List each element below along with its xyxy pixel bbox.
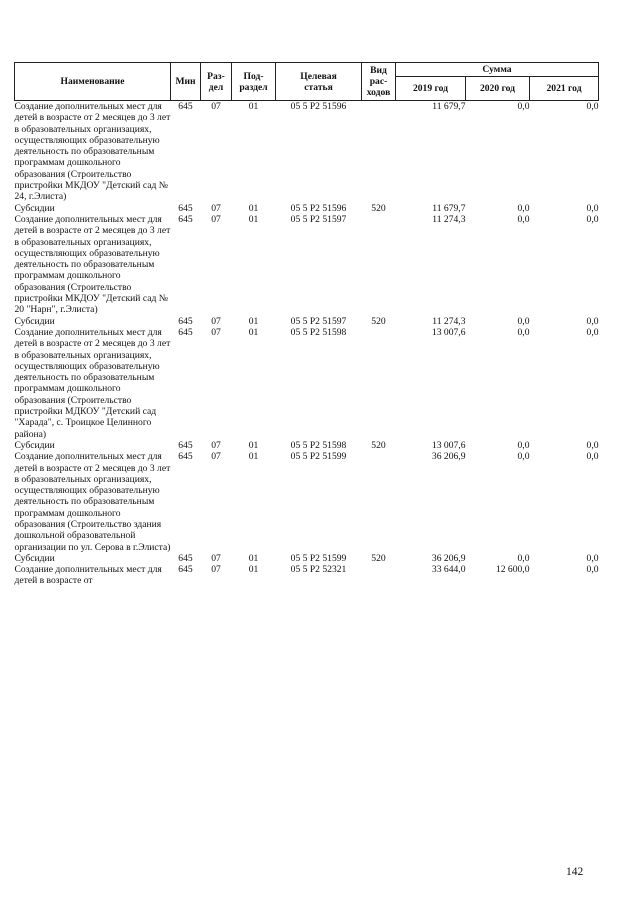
row-2020: 0,0 [517, 552, 530, 564]
row-cel: 05 5 Р2 51598 [290, 326, 347, 338]
table-row [15, 327, 599, 440]
row-name: Создание дополнительных мест для детей в возрасте от [14, 564, 162, 587]
row-2021: 0,0 [586, 564, 599, 576]
row-2020: 0,0 [517, 213, 530, 225]
row-2020: 0,0 [517, 202, 530, 214]
row-podrazdel: 01 [248, 451, 259, 463]
row-2019: 13 007,6 [431, 439, 466, 451]
row-2021: 0,0 [586, 202, 599, 214]
row-cel: 05 5 Р2 51599 [290, 552, 347, 564]
row-podrazdel: 01 [248, 564, 259, 576]
row-min: 645 [178, 439, 193, 451]
row-2021: 0,0 [586, 101, 599, 112]
row-cel: 05 5 Р2 52321 [290, 564, 347, 576]
row-cel: 05 5 Р2 51599 [290, 451, 347, 463]
table-row [15, 553, 599, 564]
row-min: 645 [178, 213, 193, 225]
row-name: Создание дополнительных мест для детей в возрасте от 2 месяцев до 3 лет в образовательных организациях, осуществляющих образовательную деятельность по образовательным программам дошкольного образования (Строительство пристройки МДКОУ "Детский сад "Харада", с. Троицкое Целинного района) [14, 326, 171, 440]
row-min: 645 [178, 564, 193, 576]
header-summa: Сумма [396, 63, 599, 77]
row-2020: 0,0 [517, 439, 530, 451]
row-2021: 0,0 [586, 451, 599, 463]
row-podrazdel: 01 [248, 101, 259, 112]
row-podrazdel: 01 [248, 315, 259, 327]
row-name: Создание дополнительных мест для детей в возрасте от 2 месяцев до 3 лет в образовательных организациях, осуществляющих образовательную деятельность по образовательным программам дошкольного образования (Строительство пристройки МКДОУ "Детский сад № 24, г.Элиста) [14, 101, 171, 203]
row-2019: 36 206,9 [431, 451, 466, 463]
row-min: 645 [178, 101, 193, 112]
table-row [15, 564, 599, 587]
row-2021: 0,0 [586, 326, 599, 338]
row-podrazdel: 01 [248, 439, 259, 451]
row-razdel: 07 [211, 451, 221, 463]
header-vid: Вид рас- ходов [362, 63, 396, 101]
row-podrazdel: 01 [248, 213, 259, 225]
row-min: 645 [178, 315, 193, 327]
row-razdel: 07 [211, 213, 221, 225]
header-2019: 2019 год [396, 77, 466, 101]
row-vid [362, 564, 396, 587]
header-2020: 2020 год [466, 77, 530, 101]
row-razdel: 07 [211, 315, 221, 327]
row-2020: 0,0 [517, 101, 530, 112]
row-2019: 11 679,7 [432, 101, 466, 112]
row-2019: 11 274,3 [432, 213, 466, 225]
row-2020: 0,0 [517, 326, 530, 338]
row-min: 645 [178, 326, 193, 338]
row-name: Субсидии [14, 202, 55, 214]
row-min: 645 [178, 552, 193, 564]
row-cel: 05 5 Р2 51597 [290, 315, 347, 327]
row-name: Субсидии [14, 552, 55, 564]
row-2019: 13 007,6 [431, 326, 466, 338]
row-2020: 0,0 [517, 315, 530, 327]
row-cel: 05 5 Р2 51596 [290, 202, 347, 214]
header-name: Наименование [15, 63, 171, 101]
row-razdel: 07 [211, 552, 221, 564]
row-2020: 0,0 [517, 451, 530, 463]
row-razdel: 07 [211, 101, 221, 112]
row-name: Субсидии [14, 439, 55, 451]
row-vid: 520 [371, 315, 386, 327]
row-name: Субсидии [14, 315, 55, 327]
table-body [15, 101, 599, 587]
header-min: Мин [171, 63, 201, 101]
row-2021: 0,0 [586, 315, 599, 327]
header-cel: Целевая статья [276, 63, 362, 101]
row-2020: 12 600,0 [495, 564, 530, 576]
budget-table [14, 62, 599, 587]
row-2019: 11 679,7 [432, 202, 466, 214]
table-row [15, 440, 599, 451]
row-name: Создание дополнительных мест для детей в возрасте от 2 месяцев до 3 лет в образовательных организациях, осуществляющих образовательную деятельность по образовательным программам дошкольного образования (Строительство пристройки МКДОУ "Детский сад № 20 "Нарн", г.Элиста) [14, 213, 171, 316]
row-vid: 520 [371, 439, 386, 451]
table-row [15, 214, 599, 316]
row-cel: 05 5 Р2 51598 [290, 439, 347, 451]
row-razdel: 07 [211, 202, 221, 214]
row-min: 645 [178, 451, 193, 463]
row-2021: 0,0 [586, 552, 599, 564]
row-podrazdel: 01 [248, 552, 259, 564]
row-vid [362, 327, 396, 440]
row-2021: 0,0 [586, 213, 599, 225]
row-2021: 0,0 [586, 439, 599, 451]
table-row [15, 101, 599, 203]
row-podrazdel: 01 [248, 326, 259, 338]
header-razdel: Раз- дел [201, 63, 232, 101]
row-vid [362, 101, 396, 203]
row-vid: 520 [371, 202, 386, 214]
row-2019: 33 644,0 [431, 564, 466, 576]
row-razdel: 07 [211, 439, 221, 451]
row-razdel: 07 [211, 326, 221, 338]
table-row [15, 316, 599, 327]
header-2021: 2021 год [530, 77, 599, 101]
row-2019: 36 206,9 [431, 552, 466, 564]
row-razdel: 07 [211, 564, 221, 576]
row-vid [362, 451, 396, 553]
table-row [15, 451, 599, 553]
table-row [15, 203, 599, 214]
row-name: Создание дополнительных мест для детей в возрасте от 2 месяцев до 3 лет в образовательных организациях, осуществляющих образовательную деятельность по образовательным программам дошкольного образования (Строительство здания дошкольной образовательной организации по ул. Серова в г.Элиста) [14, 451, 171, 553]
row-2019: 11 274,3 [432, 315, 466, 327]
row-min: 645 [178, 202, 193, 214]
row-cel: 05 5 Р2 51596 [290, 101, 347, 112]
table-header [15, 63, 599, 101]
row-vid: 520 [371, 552, 386, 564]
row-cel: 05 5 Р2 51597 [290, 213, 347, 225]
header-podrazdel: Под- раздел [232, 63, 276, 101]
page-number: 142 [566, 866, 584, 878]
row-podrazdel: 01 [248, 202, 259, 214]
row-vid [362, 214, 396, 316]
